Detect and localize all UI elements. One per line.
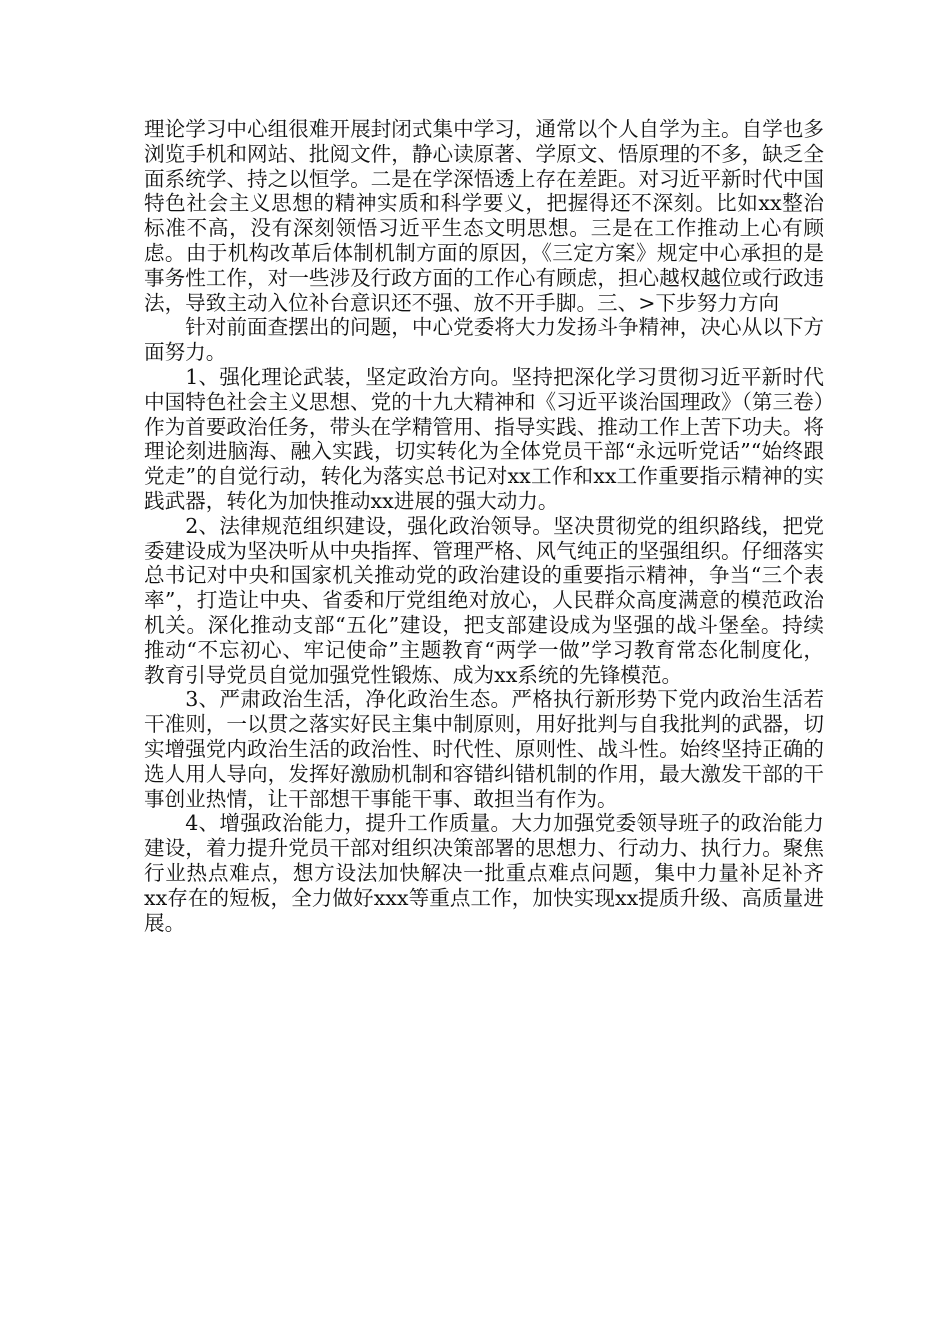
- document-body: [144, 117, 824, 935]
- paragraph-intro-efforts: 针对前面查摆出的问题，中心党委将大力发扬斗争精神，决心从以下方面努力。: [144, 315, 824, 365]
- paragraph-problems-continued: 理论学习中心组很难开展封闭式集中学习，通常以个人自学为主。自学也多浏览手机和网站、批阅文件，静心读原著、学原文、悟原理的不多，缺乏全面系统学、持之以恒学。二是在学深悟透上存在差距。对习近平新时代中国特色社会主义思想的精神实质和科学要义，把握得还不深刻。比如xx整治标准不高，没有深刻领悟习近平生态文明思想。三是在工作推动上心有顾虑。由于机构改革后体制机制方面的原因，《三定方案》规定中心承担的是事务性工作，对一些涉及行政方面的工作心有顾虑，担心越权越位或行政违法，导致主动入位补台意识还不强、放不开手脚。三、>下步努力方向: [144, 117, 824, 315]
- paragraph-item-1: 1、强化理论武装，坚定政治方向。坚持把深化学习贯彻习近平新时代中国特色社会主义思想、党的十九大精神和《习近平谈治国理政》（第三卷）作为首要政治任务，带头在学精管用、指导实践、推动工作上苦下功夫。将理论刻进脑海、融入实践，切实转化为全体党员干部“永远听党话”“始终跟党走”的自觉行动，转化为落实总书记对xx工作和xx工作重要指示精神的实践武器，转化为加快推动xx进展的强大动力。: [144, 364, 824, 513]
- paragraph-item-4: 4、增强政治能力，提升工作质量。大力加强党委领导班子的政治能力建设，着力提升党员干部对组织决策部署的思想力、行动力、执行力。聚焦行业热点难点，想方设法加快解决一批重点难点问题，集中力量补足补齐xx存在的短板，全力做好xxx等重点工作，加快实现xx提质升级、高质量进展。: [144, 811, 824, 935]
- paragraph-item-2: 2、法律规范组织建设，强化政治领导。坚决贯彻党的组织路线，把党委建设成为坚决听从中央指挥、管理严格、风气纯正的坚强组织。仔细落实总书记对中央和国家机关推动党的政治建设的重要指示精神，争当“三个表率”，打造让中央、省委和厅党组绝对放心，人民群众高度满意的模范政治机关。深化推动支部“五化”建设，把支部建设成为坚强的战斗堡垒。持续推动“不忘初心、牢记使命”主题教育“两学一做”学习教育常态化制度化，教育引导党员自觉加强党性锻炼、成为xx系统的先锋模范。: [144, 513, 824, 687]
- paragraph-item-3: 3、严肃政治生活，净化政治生态。严格执行新形势下党内政治生活若干准则，一以贯之落实好民主集中制原则，用好批判与自我批判的武器，切实增强党内政治生活的政治性、时代性、原则性、战斗性。始终坚持正确的选人用人导向，发挥好激励机制和容错纠错机制的作用，最大激发干部的干事创业热情，让干部想干事能干事、敢担当有作为。: [144, 687, 824, 811]
